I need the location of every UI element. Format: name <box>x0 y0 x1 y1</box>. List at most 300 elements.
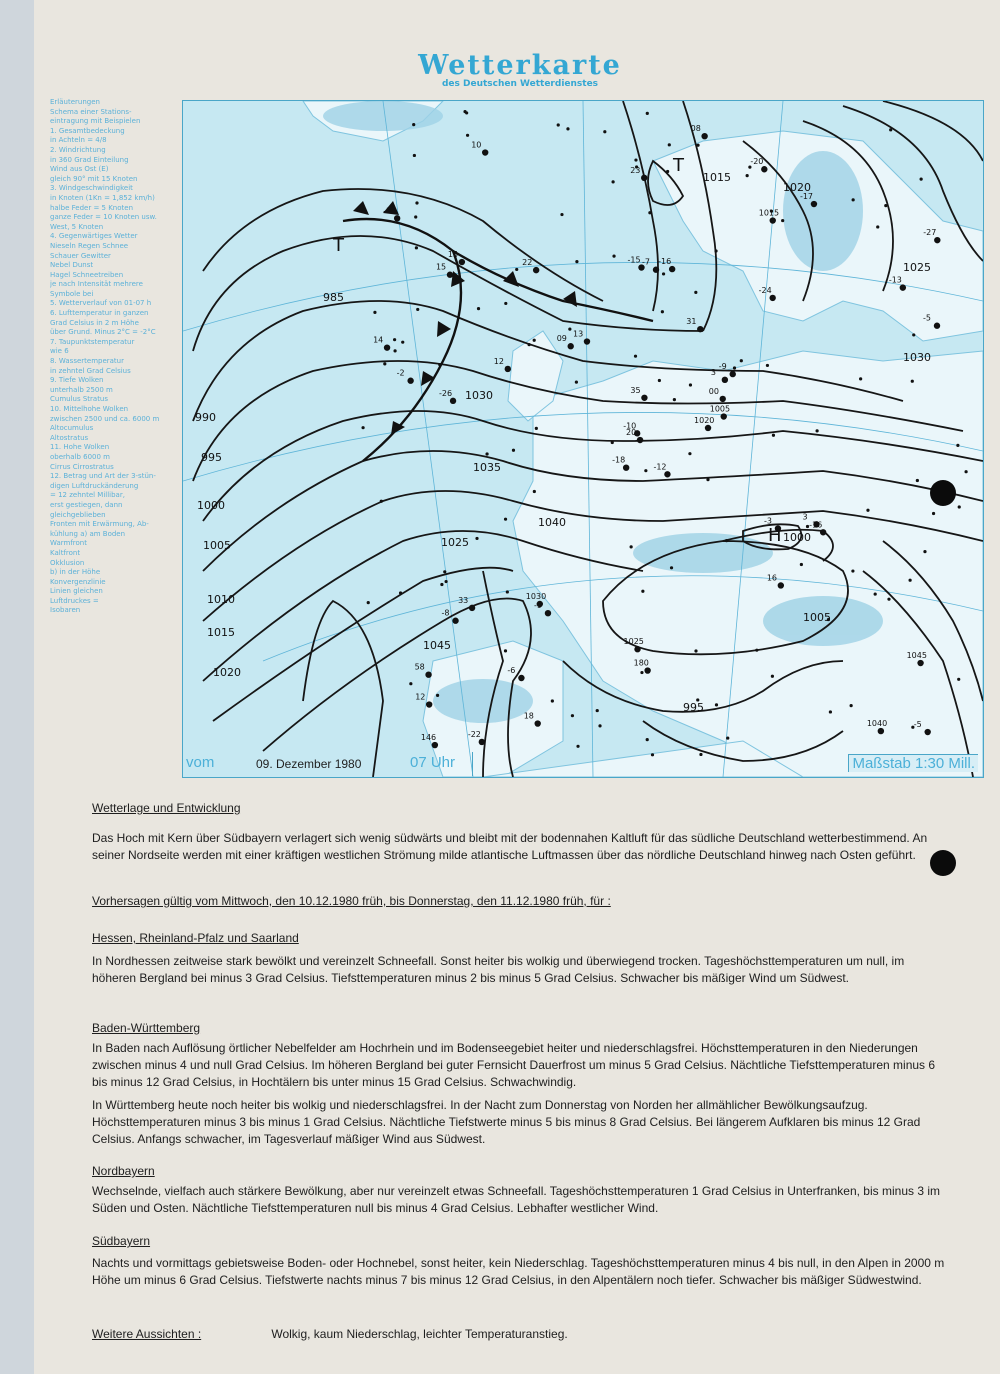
station-dot <box>640 671 643 674</box>
station-dot <box>772 434 775 437</box>
station-dot <box>477 307 480 310</box>
isobar-label: 1030 <box>903 351 931 364</box>
map-footer <box>182 752 982 776</box>
isobar-label: 985 <box>323 291 344 304</box>
station-value: -8 <box>441 608 450 618</box>
legend-line: West, 5 Knoten <box>50 222 104 231</box>
legend-line: gleich 90° mit 15 Knoten <box>50 174 138 183</box>
station-value: -24 <box>758 285 772 295</box>
station-value: 1005 <box>709 404 731 414</box>
station-value: -26 <box>439 388 453 398</box>
vorhersage-heading <box>92 893 952 910</box>
station-dot <box>506 590 509 593</box>
station-value: 18 <box>523 711 534 721</box>
footer-separator <box>472 752 473 776</box>
isobar-label: 1015 <box>207 626 235 639</box>
station-value: 16 <box>766 573 778 583</box>
station-dot <box>673 398 676 401</box>
station-value: -6 <box>507 665 516 675</box>
station-dot <box>932 512 935 515</box>
station-dot <box>706 478 709 481</box>
bw-heading <box>92 1020 952 1037</box>
station-dot <box>866 509 869 512</box>
station-dot <box>874 592 877 595</box>
front-symbol <box>563 291 577 307</box>
bw-body-2: In Württemberg heute noch heiter bis wolkig und niederschlagsfrei. In der Nacht zum Donnerstag von Norden her allmählicher Bewölkungsaufzug. Höchsttemperaturen minus 3 bis minus 1 Grad Celsius. Nächtliche Tiefstwerte minus 5 bis minus 8 Grad Celsius. Bei längerem Aufklaren bis minus 12 Grad Celsius. Anfangs schwacher, im Tagesverlauf mäßiger Wind aus Südwest. <box>92 1098 921 1146</box>
station-dot <box>900 284 906 290</box>
isobar-label: 1005 <box>203 539 231 552</box>
station-dot <box>924 729 930 735</box>
legend-line: 2. Windrichtung <box>50 145 106 154</box>
station-dot <box>956 444 959 447</box>
legend-line: in Achteln = 4/8 <box>50 136 107 145</box>
legend-line: Nieseln Regen Schnee <box>50 241 129 250</box>
legend-line: 5. Wetterverlauf von 01-07 h <box>50 299 152 308</box>
station-dot <box>694 291 697 294</box>
legend-line: 11. Hohe Wolken <box>50 443 110 452</box>
legend-line: Konvergenzlinie <box>50 577 106 586</box>
station-value: -1 <box>383 206 392 216</box>
station-value: 23 <box>630 165 641 175</box>
legend-line: Grad Celsius in 2 m Höhe <box>50 318 139 327</box>
station-dot <box>720 396 726 402</box>
legend-line: Altocumulus <box>50 424 94 433</box>
station-dot <box>755 649 758 652</box>
station-dot <box>623 464 629 470</box>
station-dot <box>923 550 926 553</box>
station-value: -10 <box>623 421 637 431</box>
station-value: -22 <box>467 729 481 739</box>
station-dot <box>440 583 443 586</box>
legend-line: kühlung a) am Boden <box>50 529 126 538</box>
station-value: 09 <box>556 334 567 344</box>
legend-line: Fronten mit Erwärmung, Ab- <box>50 520 149 529</box>
station-dot <box>475 537 478 540</box>
station-dot <box>689 383 692 386</box>
vorhersage-heading-text: Vorhersagen gültig vom Mittwoch, den 10.12.1980 früh, bis Donnerstag, den 11.12.1980 früh, für : <box>92 894 611 908</box>
legend-line: ganze Feder = 10 Knoten usw. <box>50 213 157 222</box>
legend-line: unterhalb 2500 m <box>50 385 113 394</box>
station-dot <box>518 675 524 681</box>
station-value: 12 <box>493 356 504 366</box>
station-dot <box>466 134 469 137</box>
station-dot <box>829 710 832 713</box>
footer-vom: vom <box>186 754 215 771</box>
station-dot <box>714 249 717 252</box>
station-dot <box>415 201 418 204</box>
bw-heading-text: Baden-Württemberg <box>92 1021 201 1035</box>
alps-shading <box>633 533 773 573</box>
station-dot <box>596 709 599 712</box>
section-wetterlage <box>92 800 952 817</box>
legend-line: Warmfront <box>50 539 87 548</box>
station-dot <box>722 377 728 383</box>
station-dot <box>512 449 515 452</box>
station-dot <box>414 215 417 218</box>
greenland-shading <box>323 101 443 131</box>
station-dot <box>426 701 432 707</box>
isobar-label: 1020 <box>783 181 811 194</box>
station-dot <box>666 170 669 173</box>
station-dot <box>696 144 699 147</box>
aussichten-row <box>92 1326 952 1343</box>
station-dot <box>571 714 574 717</box>
station-dot <box>859 377 862 380</box>
station-value: 22 <box>522 258 533 268</box>
station-dot <box>566 127 569 130</box>
station-dot <box>634 355 637 358</box>
isobar <box>303 601 383 777</box>
legend-line: oberhalb 6000 m <box>50 452 110 461</box>
isobar-label: 1045 <box>423 639 451 652</box>
station-dot <box>668 143 671 146</box>
legend-line: Schauer Gewitter <box>50 251 111 260</box>
legend-line: 9. Tiefe Wolken <box>50 376 104 385</box>
station-value: -16 <box>658 257 672 267</box>
station-dot <box>383 362 386 365</box>
station-dot <box>465 111 468 114</box>
scandinavia-shading <box>783 151 863 271</box>
legend-line: zwischen 2500 und ca. 6000 m <box>50 414 160 423</box>
legend-line: Erläuterungen <box>50 98 100 106</box>
hessen-body: In Nordhessen zeitweise stark bewölkt und vereinzelt Schneefall. Sonst heiter bis wolkig und überwiegend trocken. Tageshöchsttemperaturen um null, im höheren Bergland bei minus 3 Grad Celsius. Tiefsttemperaturen minus 2 bis minus 5 Grad Celsius. Schwacher bis mäßiger Wind um Südwest. <box>92 954 905 985</box>
station-dot <box>469 605 475 611</box>
isobar-label: 1020 <box>213 666 241 679</box>
station-dot <box>705 425 711 431</box>
station-dot <box>568 328 571 331</box>
footer-date: 09. Dezember 1980 <box>256 757 362 771</box>
station-dot <box>598 724 601 727</box>
station-dot <box>515 268 518 271</box>
bw-body-1: In Baden nach Auflösung örtlicher Nebelfelder am Hochrhein und im Bodenseegebiet heiter und niederschlagsfrei. Höchsttemperaturen in den Niederungen zwischen minus 4 und null Grad Celsius. Im höheren Bergland bei guter Fernsicht Dauerfrost um minus 5 Grad Celsius. Nächtliche Tiefsttemperaturen minus 6 bis minus 12 Grad Celsius, in Hochtälern bis unter minus 15 Grad Celsius. Schwachwindig. <box>92 1041 936 1089</box>
station-dot <box>630 545 633 548</box>
station-dot <box>958 505 961 508</box>
front-symbol <box>503 271 519 287</box>
station-dot <box>533 339 536 342</box>
legend-line: Okklusion <box>50 558 85 567</box>
station-dot <box>726 736 729 739</box>
station-dot <box>413 154 416 157</box>
station-value: 13 <box>572 329 584 339</box>
station-dot <box>576 745 579 748</box>
station-dot <box>957 678 960 681</box>
footer-time: 07 Uhr <box>410 754 456 771</box>
station-dot <box>551 699 554 702</box>
station-dot <box>401 341 404 344</box>
station-dot <box>637 437 643 443</box>
station-dot <box>634 158 637 161</box>
station-dot <box>560 213 563 216</box>
station-value: -5 <box>923 313 931 323</box>
station-value: 35 <box>630 385 641 395</box>
map-title-sub: des Deutschen Wetterdienstes <box>441 79 599 89</box>
legend-line: Wind aus Ost (E) <box>50 165 109 174</box>
footer-scale: Maßstab 1:30 Mill. <box>848 754 978 772</box>
legend-line: Linien gleichen <box>50 587 103 596</box>
aussichten-body: Wolkig, kaum Niederschlag, leichter Temperaturanstieg. <box>271 1327 568 1341</box>
station-dot <box>450 398 456 404</box>
station-dot <box>545 610 551 616</box>
legend-line: digen Luftdruckänderung <box>50 481 139 490</box>
map-title <box>340 50 700 89</box>
station-dot <box>816 429 819 432</box>
station-value: -13 <box>888 275 902 285</box>
legend-line: 6. Lufttemperatur in ganzen <box>50 309 149 318</box>
legend-panel <box>50 98 182 788</box>
station-dot <box>912 333 915 336</box>
station-dot <box>920 178 923 181</box>
hessen-heading-text: Hessen, Rheinland-Pfalz und Saarland <box>92 931 299 945</box>
isobar <box>623 101 658 311</box>
low-pressure-center: T <box>333 235 344 256</box>
station-dot <box>934 237 940 243</box>
legend-line: in zehntel Grad Celsius <box>50 366 131 375</box>
station-value: -7 <box>642 257 650 267</box>
isobar-label: 1030 <box>465 389 493 402</box>
map-title-main: Wetterkarte <box>418 50 622 81</box>
station-dot <box>669 266 675 272</box>
station-dot <box>740 359 743 362</box>
station-dot <box>800 563 803 566</box>
station-dot <box>416 308 419 311</box>
station-dot <box>447 272 453 278</box>
front-symbol <box>421 371 435 386</box>
station-dot <box>409 682 412 685</box>
station-value: 3 <box>802 512 808 522</box>
legend-line: gleichgeblieben <box>50 510 106 519</box>
legend-line: Isobaren <box>50 606 81 615</box>
station-dot <box>528 343 531 346</box>
legend-line: wie 6 <box>50 347 69 356</box>
station-dot <box>646 738 649 741</box>
station-dot <box>575 260 578 263</box>
sb-heading-text: Südbayern <box>92 1234 151 1248</box>
wetterlage-heading: Wetterlage und Entwicklung <box>92 801 241 815</box>
station-dot <box>725 539 728 542</box>
station-dot <box>811 201 817 207</box>
legend-line: 10. Mittelhohe Wolken <box>50 405 129 413</box>
legend-line: 1. Gesamtbedeckung <box>50 126 125 135</box>
isobar-label: 990 <box>195 411 216 424</box>
station-dot <box>852 198 855 201</box>
station-value: -20 <box>750 157 764 167</box>
station-value: -9 <box>533 601 542 611</box>
legend-line: Nebel Dunst <box>50 261 94 270</box>
station-value: -2 <box>396 368 405 378</box>
station-dot <box>771 675 774 678</box>
station-value: 10 <box>471 140 482 150</box>
station-dot <box>611 180 614 183</box>
legend-line: eintragung mit Beispielen <box>50 117 141 126</box>
iberia-shading <box>433 679 533 723</box>
station-dot <box>452 618 458 624</box>
station-dot <box>505 366 511 372</box>
station-dot <box>770 217 776 223</box>
station-dot <box>612 254 615 257</box>
station-dot <box>730 371 736 377</box>
punch-hole <box>930 850 956 876</box>
weather-map-svg <box>183 101 983 777</box>
isobar-label: 1015 <box>703 171 731 184</box>
station-dot <box>611 441 614 444</box>
station-dot <box>444 580 447 583</box>
station-dot <box>917 660 923 666</box>
isobar <box>203 189 603 301</box>
station-value: 15 <box>447 250 459 260</box>
station-dot <box>662 272 665 275</box>
legend-line: je nach Intensität mehrere <box>50 280 143 289</box>
station-value: 3 <box>710 367 716 377</box>
station-value: 33 <box>458 595 469 605</box>
aussichten-label: Weitere Aussichten : <box>92 1327 202 1341</box>
station-dot <box>384 344 390 350</box>
station-dot <box>459 259 465 265</box>
station-dot <box>889 128 892 131</box>
station-value: 180 <box>633 658 649 668</box>
isobar-label: 1000 <box>783 531 811 544</box>
isobar-label: 995 <box>683 701 704 714</box>
legend-line: b) in der Höhe <box>50 568 101 577</box>
punch-hole <box>930 480 956 506</box>
station-dot <box>634 646 640 652</box>
front-symbol <box>353 201 369 215</box>
legend-line: 4. Gegenwärtiges Wetter <box>50 232 138 241</box>
station-dot <box>909 579 912 582</box>
station-dot <box>641 175 647 181</box>
station-dot <box>584 338 590 344</box>
station-dot <box>964 470 967 473</box>
station-dot <box>911 380 914 383</box>
sb-body: Nachts und vormittags gebietsweise Boden- oder Hochnebel, sonst heiter, kein Niederschlag. Tageshöchsttemperaturen minus 4 bis null, in den Alpen in 2000 m Höhe um minus 6 Grad Celsius. Tiefstwerte nachts minus 7 bis minus 12 Grad Celsius, in den Alpentälern noch tiefer. Schwacher bis mäßiger Südwestwind. <box>92 1256 945 1287</box>
station-value: 1020 <box>694 415 715 425</box>
station-dot <box>746 174 749 177</box>
station-dot <box>766 364 769 367</box>
station-dot <box>443 570 446 573</box>
station-value: -15 <box>627 255 641 265</box>
station-dot <box>504 302 507 305</box>
station-dot <box>701 133 707 139</box>
weather-map[interactable] <box>182 100 984 778</box>
station-dot <box>380 500 383 503</box>
station-dot <box>887 598 890 601</box>
station-dot <box>646 112 649 115</box>
cold-front <box>343 219 461 461</box>
low-pressure-center: T <box>673 155 684 176</box>
station-value: 15 <box>435 262 447 272</box>
station-dot <box>658 379 661 382</box>
station-dot <box>715 703 718 706</box>
nb-heading-text: Nordbayern <box>92 1164 155 1178</box>
legend-line: halbe Feder = 5 Knoten <box>50 203 134 212</box>
legend-line: Cumulus Stratus <box>50 395 109 404</box>
station-value: 08 <box>690 124 701 134</box>
station-value: 1015 <box>758 208 780 218</box>
legend-line: Schema einer Stations- <box>50 107 132 116</box>
station-value: 1025 <box>623 637 644 647</box>
station-dot <box>479 739 485 745</box>
station-dot <box>399 591 402 594</box>
station-dot <box>721 413 727 419</box>
station-dot <box>641 590 644 593</box>
station-dot <box>533 267 539 273</box>
station-dot <box>533 490 536 493</box>
high-pressure-center: H <box>768 525 782 546</box>
wetterlage-body: Das Hoch mit Kern über Südbayern verlagert sich wenig südwärts und bleibt mit der bodennahen Kaltluft für das südliche Deutschland wetterbestimmend. An seiner Nordseite werden mit einer kräftigen westlichen Strömung milde atlantische Luftmassen über das nördliche Deutschland hinweg nach Osten geführt. <box>92 831 928 862</box>
isobar-label: 1025 <box>441 536 469 549</box>
station-dot <box>393 338 396 341</box>
station-dot <box>688 452 691 455</box>
station-value: 1040 <box>866 719 888 729</box>
station-dot <box>664 471 670 477</box>
station-dot <box>568 343 574 349</box>
station-dot <box>407 378 413 384</box>
station-dot <box>438 363 441 366</box>
station-dot <box>485 452 488 455</box>
station-dot <box>850 704 853 707</box>
station-dot <box>504 518 507 521</box>
isobar-label: 1025 <box>903 261 931 274</box>
station-dot <box>641 395 647 401</box>
station-dot <box>436 694 439 697</box>
station-dot <box>733 366 736 369</box>
station-dot <box>504 649 507 652</box>
station-dot <box>670 566 673 569</box>
station-dot <box>644 469 647 472</box>
station-dot <box>394 215 400 221</box>
station-dot <box>648 211 651 214</box>
station-value: 1030 <box>525 591 547 601</box>
station-dot <box>878 728 884 734</box>
station-dot <box>393 349 396 352</box>
station-value: -3 <box>763 516 772 526</box>
station-dot <box>916 479 919 482</box>
station-dot <box>876 225 879 228</box>
isobar-label: 1000 <box>197 499 225 512</box>
station-dot <box>697 326 703 332</box>
station-dot <box>575 381 578 384</box>
occluded-front <box>453 251 653 321</box>
station-dot <box>778 582 784 588</box>
isobar-label: 1040 <box>538 516 566 529</box>
station-dot <box>820 529 826 535</box>
station-value: 1045 <box>906 651 927 661</box>
legend-line: Luftdruckes = <box>50 596 99 605</box>
station-dot <box>361 426 364 429</box>
front-symbol <box>437 321 451 337</box>
legend-line: 8. Wassertemperatur <box>50 357 124 366</box>
station-dot <box>367 601 370 604</box>
station-dot <box>661 310 664 313</box>
legend-line: Kaltfront <box>50 548 81 557</box>
station-dot <box>557 123 560 126</box>
legend-line: Cirrus Cirrostratus <box>50 462 114 471</box>
station-value: 146 <box>420 733 437 743</box>
page-left-edge <box>0 0 34 1374</box>
station-value: 20 <box>626 428 637 438</box>
station-dot <box>851 569 854 572</box>
legend-line: Altostratus <box>50 433 89 442</box>
hessen-heading <box>92 930 952 947</box>
legend-line: erst gestiegen, dann <box>50 500 123 509</box>
isobar-label: 1010 <box>207 593 235 606</box>
station-value: -18 <box>612 455 626 465</box>
station-dot <box>694 649 697 652</box>
nb-heading <box>92 1163 952 1180</box>
station-dot <box>373 311 376 314</box>
station-dot <box>603 130 606 133</box>
station-value: 12 <box>415 692 426 702</box>
station-dot <box>534 720 540 726</box>
